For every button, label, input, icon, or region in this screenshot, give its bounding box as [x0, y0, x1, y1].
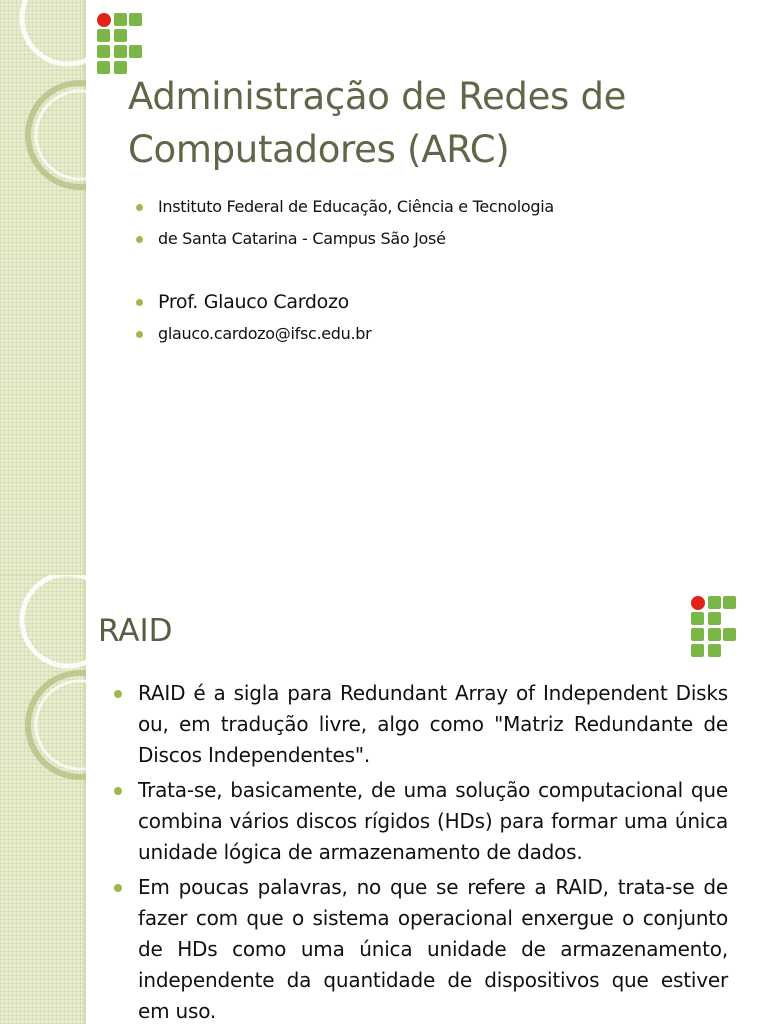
list-item — [136, 323, 736, 345]
circle-ornament-icon — [0, 575, 86, 1024]
paragraph-text: Trata-se, basicamente, de uma solução computacional que combina vários discos rígidos (HDs) para formar uma única unidade lógica de armazenamento de dados. — [138, 778, 728, 864]
bullet-dot — [136, 236, 143, 243]
list-item — [136, 196, 736, 218]
circle-ornament-icon — [0, 0, 86, 575]
slide-sidebar — [0, 0, 86, 575]
slide-sidebar — [0, 575, 86, 1024]
bullet-dot — [114, 787, 122, 795]
ifsc-logo-icon — [690, 595, 738, 659]
raid-description-list — [114, 678, 728, 1024]
title-line-1: Administração de Redes de — [128, 75, 627, 118]
paragraph-text: Em poucas palavras, no que se refere a RAID, trata-se de fazer com que o sistema operacional enxergue o conjunto de HDs como uma única unidade de armazenamento, independente da quantidade de dispositivos que estiver em uso. — [138, 875, 728, 1023]
bullet-dot — [136, 204, 143, 211]
ifsc-logo-icon — [96, 12, 144, 76]
campus-name: de Santa Catarina - Campus São José — [158, 229, 446, 248]
bullet-dot — [136, 299, 143, 306]
institution-name: Instituto Federal de Educação, Ciência e Tecnologia — [158, 197, 554, 216]
institution-info-list — [136, 196, 736, 345]
paragraph-text: RAID é a sigla para Redundant Array of Independent Disks ou, em tradução livre, algo como "Matriz Redundante de Discos Independentes". — [138, 681, 728, 767]
list-item — [114, 775, 728, 868]
professor-email: glauco.cardozo@ifsc.edu.br — [158, 324, 372, 343]
list-item — [114, 678, 728, 771]
title-line-2: Computadores (ARC) — [128, 128, 510, 171]
slide-raid — [0, 575, 768, 1024]
list-item — [136, 289, 736, 315]
bullet-dot — [136, 331, 143, 338]
slide-heading: RAID — [98, 613, 173, 649]
bullet-dot — [114, 690, 122, 698]
slide-title-heading — [128, 70, 728, 176]
bullet-dot — [114, 884, 122, 892]
list-item — [114, 872, 728, 1024]
professor-name: Prof. Glauco Cardozo — [158, 291, 349, 313]
list-item — [136, 228, 736, 250]
